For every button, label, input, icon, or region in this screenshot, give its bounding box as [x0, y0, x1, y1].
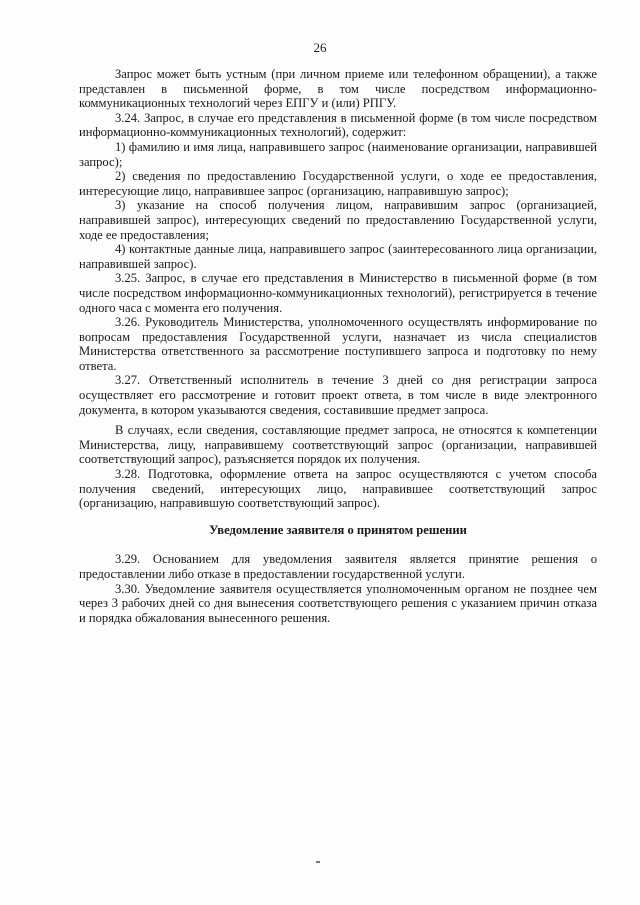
paragraph-item-1: 1) фамилию и имя лица, направившего запрос (наименование организации, направившей запрос); — [79, 139, 597, 169]
paragraph-intro: Запрос может быть устным (при личном приеме или телефонном обращении), а также представлен в письменной форме, в том числе посредством информационно-коммуникационных технологий через ЕПГУ и (или) РПГУ. — [79, 67, 597, 111]
scan-mark — [316, 861, 320, 863]
document-body — [79, 67, 597, 625]
paragraph-3-25: 3.25. Запрос, в случае его представления в Министерство в письменной форме (в том числе посредством информационно-коммуникационных технологий), регистрируется в течение одного часа с момента его получения. — [79, 271, 597, 315]
paragraph-3-30: 3.30. Уведомление заявителя осуществляется уполномоченным органом не позднее чем через 3 рабочих дней со дня вынесения соответствующего решения с указанием причин отказа и порядка обжалования вынесенного решения. — [79, 581, 597, 625]
paragraph-3-29: 3.29. Основанием для уведомления заявителя является принятие решения о предоставлении либо отказе в предоставлении государственной услуги. — [79, 552, 597, 581]
paragraph-item-2: 2) сведения по предоставлению Государственной услуги, о ходе ее предоставления, интересующие лицо, направившее запрос (организацию, направившую запрос); — [79, 169, 597, 198]
paragraph-3-24: 3.24. Запрос, в случае его представления в письменной форме (в том числе посредством информационно-коммуникационных технологий), содержит: — [79, 110, 597, 140]
paragraph-3-27: 3.27. Ответственный исполнитель в течение 3 дней со дня регистрации запроса осуществляет его рассмотрение и готовит проект ответа, в том числе в виде электронного документа, в котором указываются сведения, составившие предмет запроса. — [79, 373, 597, 417]
paragraph-3-26: 3.26. Руководитель Министерства, уполномоченного осуществлять информирование по вопросам предоставления Государственной услуги, назначает из числа специалистов Министерства ответственного за рассмотрение поступившего запроса и подготовку по нему ответа. — [79, 315, 597, 373]
paragraph-item-4: 4) контактные данные лица, направившего запрос (заинтересованного лица организации, направившей запрос). — [79, 242, 597, 271]
paragraph-cases: В случаях, если сведения, составляющие предмет запроса, не относятся к компетенции Министерства, лицу, направившему соответствующий запрос (организации, направившей соответствующий запрос), разъясняется порядок их получения. — [79, 423, 597, 467]
page-number: 26 — [313, 40, 327, 55]
section-heading: Уведомление заявителя о принятом решении — [209, 522, 467, 537]
paragraph-item-3: 3) указание на способ получения лицом, направившим запрос (организацией, направившей запрос), интересующих сведений по предоставлению Государственной услуги, ходе ее предоставления; — [79, 198, 597, 242]
paragraph-3-28: 3.28. Подготовка, оформление ответа на запрос осуществляются с учетом способа получения сведений, интересующих лицо, направившее соответствующий запрос (организацию, направившую соответствующий запрос). — [79, 467, 597, 511]
